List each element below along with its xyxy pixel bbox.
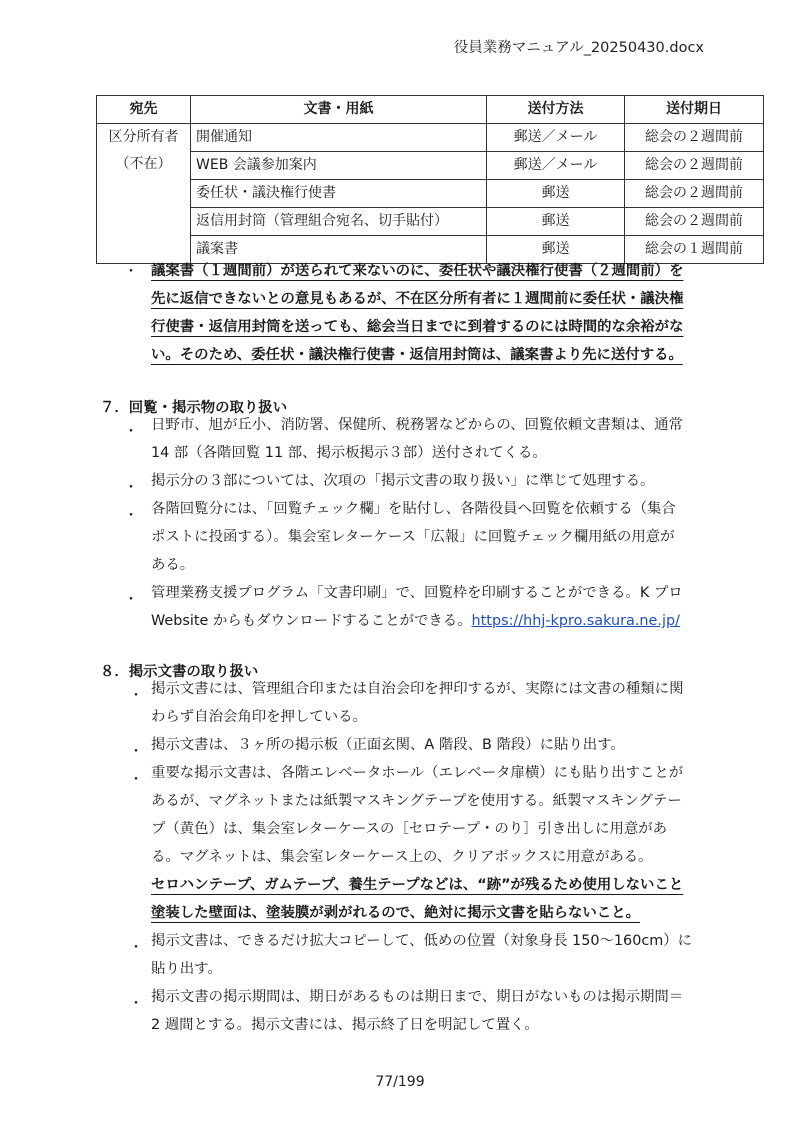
header-method: 送付方法	[487, 96, 625, 124]
header-recipient: 宛先	[97, 96, 191, 124]
recipient-line2: （不在）	[115, 156, 172, 172]
deadline-cell: 総会の２週間前	[625, 208, 764, 236]
bullet-marker: ・	[124, 592, 138, 608]
section-7-item-4: 管理業務支援プログラム「文書印刷」で、回覧枠を印刷することができる。K プロ Website からもダウンロードすることができる。https://hhj-kpro.sakura.ne.jp/	[151, 585, 683, 629]
table-header-row	[97, 96, 764, 124]
recipient-line1: 区分所有者	[108, 129, 179, 145]
table-row	[97, 180, 764, 208]
doc-cell: WEB 会議参加案内	[191, 152, 487, 180]
table-row	[97, 124, 764, 152]
section-8-item-3: 重要な掲示文書は、各階エレベータホール（エレベータ扉横）にも貼り出すことが あるが、マグネットまたは紙製マスキングテープを使用する。紙製マスキングテー プ（黄色）は、集会室レターケースの［セロテープ・のり］引き出しに用意があ る。マグネットは、集会室レターケース上の、クリアボックスに用意がある。 セロハンテープ、ガムテープ、養生テープなどは、“跡”が残るため使用しないこと 塗装した壁面は、塗装膜が剥がれるので、絶対に掲示文書を貼らないこと。	[151, 759, 711, 927]
recipient-cell	[97, 124, 191, 264]
header-deadline: 送付期日	[625, 96, 764, 124]
bullet-marker: ・	[124, 508, 138, 524]
bullet-marker: ・	[129, 996, 143, 1012]
method-cell: 郵送	[487, 208, 625, 236]
table-note	[151, 257, 701, 369]
deadline-cell: 総会の１週間前	[625, 236, 764, 264]
delivery-table	[96, 95, 764, 264]
note-line: 行使書・返信用封筒を送っても、総会当日までに到着するのには時間的な余裕がな	[151, 319, 684, 335]
bullet-marker: ・	[129, 940, 143, 956]
page-number: 77/199	[375, 1074, 425, 1090]
note-line: 先に返信できないとの意見もあるが、不在区分所有者に１週間前に委任状・議決権	[151, 291, 684, 307]
bullet-marker: ・	[129, 772, 143, 788]
method-cell: 郵送／メール	[487, 124, 625, 152]
warning-line: 塗装した壁面は、塗装膜が剥がれるので、絶対に掲示文書を貼らないこと。	[151, 905, 640, 921]
note-line: い。そのため、委任状・議決権行使書・返信用封筒は、議案書より先に送付する。	[151, 347, 683, 363]
bullet-marker: ・	[124, 424, 138, 440]
doc-cell: 開催通知	[191, 124, 487, 152]
section-7-item-2: 掲示分の３部については、次項の「掲示文書の取り扱い」に準じて処理する。	[151, 473, 655, 489]
method-cell: 郵送	[487, 236, 625, 264]
doc-cell: 返信用封筒（管理組合宛名、切手貼付）	[191, 208, 487, 236]
bullet-marker: ・	[129, 744, 143, 760]
bullet-marker: ・	[129, 688, 143, 704]
warning-line: セロハンテープ、ガムテープ、養生テープなどは、“跡”が残るため使用しないこと	[151, 877, 684, 893]
kpro-website-link[interactable]: https://hhj-kpro.sakura.ne.jp/	[471, 613, 680, 629]
section-8-item-5: 掲示文書の掲示期間は、期日があるものは期日まで、期日がないものは掲示期間＝ 2 週間とする。掲示文書には、掲示終了日を明記して置く。	[151, 989, 684, 1033]
section-8-title: ８．掲示文書の取り扱い	[100, 664, 259, 680]
method-cell: 郵送／メール	[487, 152, 625, 180]
doc-cell: 議案書	[191, 236, 487, 264]
header-document: 文書・用紙	[191, 96, 487, 124]
note-line: 議案書（１週間前）が送られて来ないのに、委任状や議決権行使書（２週間前）を	[151, 263, 684, 279]
deadline-cell: 総会の２週間前	[625, 180, 764, 208]
deadline-cell: 総会の２週間前	[625, 124, 764, 152]
method-cell: 郵送	[487, 180, 625, 208]
section-8-item-4: 掲示文書は、できるだけ拡大コピーして、低めの位置（対象身長 150〜160cm）に 貼り出す。	[151, 933, 693, 977]
table-row	[97, 208, 764, 236]
section-7-item-1: 日野市、旭が丘小、消防署、保健所、税務署などからの、回覧依頼文書類は、通常 14 部（各階回覧 11 部、掲示板掲示３部）送付されてくる。	[151, 417, 683, 461]
section-7-item-3: 各階回覧分には、「回覧チェック欄」を貼付し、各階役員へ回覧を依頼する（集合 ポストに投函する）。集会室レターケース「広報」に回覧チェック欄用紙の用意が ある。	[151, 501, 676, 573]
deadline-cell: 総会の２週間前	[625, 152, 764, 180]
table-row	[97, 152, 764, 180]
bullet-marker: ・	[124, 264, 138, 280]
doc-cell: 委任状・議決権行使書	[191, 180, 487, 208]
document-filename: 役員業務マニュアル_20250430.docx	[453, 40, 704, 56]
section-8-item-1: 掲示文書には、管理組合印または自治会印を押印するが、実際には文書の種類に関 わらず自治会角印を押している。	[151, 681, 684, 725]
section-8-item-2: 掲示文書は、３ヶ所の掲示板（正面玄関、A 階段、B 階段）に貼り出す。	[151, 737, 625, 753]
section-7-title: ７．回覧・掲示物の取り扱い	[100, 400, 288, 416]
bullet-marker: ・	[124, 480, 138, 496]
